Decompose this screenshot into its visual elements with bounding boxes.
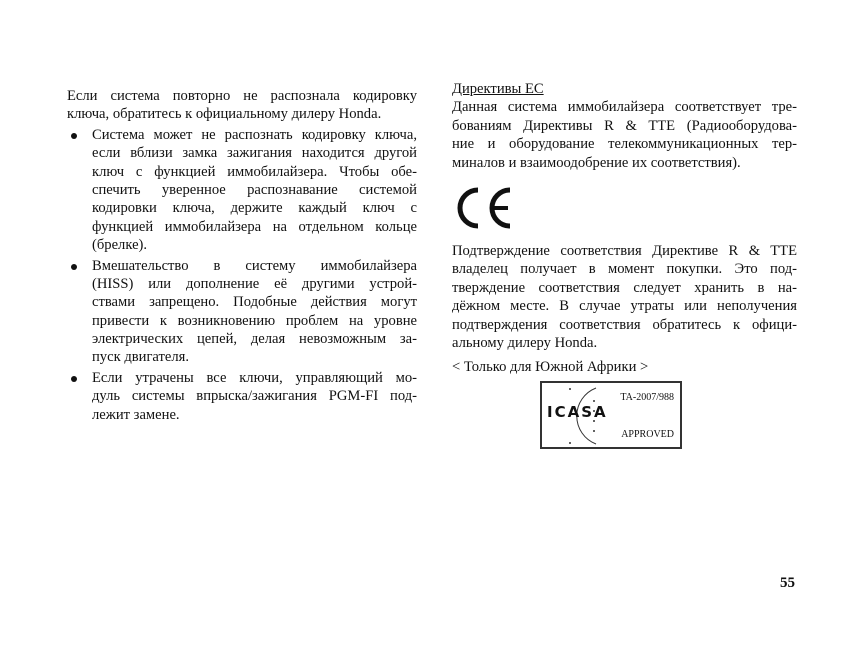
region-note: < Только для Южной Африки > xyxy=(452,359,649,376)
icasa-logo: ICASA xyxy=(547,403,608,421)
para-line: миналов и взаимоодобрение их соответствия). xyxy=(452,154,741,171)
bullet-line: Вмешательство в систему иммобилайзера xyxy=(92,257,417,274)
para-line: владелец получает в момент покупки. Это под- xyxy=(452,261,797,278)
para-line: бованиям Директивы R & TTE (Радиооборудова- xyxy=(452,117,797,134)
para-line: тверждение соответствия следует хранить в на- xyxy=(452,279,797,296)
bullet-line: дуль системы впрыска/зажигания PGM-FI под- xyxy=(92,388,417,405)
para-line: Данная система иммобилайзера соответствует тре- xyxy=(452,99,797,116)
bullet-line: пуск двигателя. xyxy=(92,349,190,366)
bullet-line: ключ с функцией иммобилайзера. Чтобы обе- xyxy=(92,163,417,180)
para-line: дёжном месте. В случае утраты или неполучения xyxy=(452,298,797,315)
bullet-icon xyxy=(71,264,77,270)
bullet-line: кодировки ключа, держите каждый ключ с xyxy=(92,200,417,217)
bullet-line: (HISS) или дополнение её другими устрой- xyxy=(92,275,417,292)
bullet-line: электрических цепей, делая невозможным за- xyxy=(92,331,417,348)
bullet-item xyxy=(67,257,417,367)
bullet-line: если вблизи замка зажигания находится другой xyxy=(92,145,417,162)
ce-mark-icon xyxy=(452,186,797,230)
bullet-line: Если утрачены все ключи, управляющий мо- xyxy=(92,369,417,386)
bullet-item xyxy=(67,126,417,255)
para-line: альному дилеру Honda. xyxy=(452,334,598,351)
intro-line: ключа, обратитесь к официальному дилеру Honda. xyxy=(67,106,382,123)
bullet-line: ствами запрещено. Подобные действия могут xyxy=(92,294,417,311)
bullet-icon xyxy=(71,133,77,139)
bullet-line: (брелке). xyxy=(92,237,148,254)
bullet-line: функцией иммобилайзера на отдельном кольце xyxy=(92,218,417,235)
approval-status: APPROVED xyxy=(621,429,674,440)
icasa-approval-badge xyxy=(540,381,682,449)
intro-line: Если система повторно не распознала кодировку xyxy=(67,88,417,104)
bullet-line: Система может не распознать кодировку ключа, xyxy=(92,126,417,143)
bullet-line: привести к возникновению проблем на уровне xyxy=(92,312,417,329)
para-line: подтверждения соответствия обратитесь к офици- xyxy=(452,316,797,333)
right-column xyxy=(452,80,797,377)
bullet-icon xyxy=(71,376,77,382)
bullet-item xyxy=(67,369,417,424)
bullet-line: лежит замене. xyxy=(92,406,180,423)
section-heading: Директивы ЕС xyxy=(452,81,544,97)
left-column xyxy=(67,87,417,424)
para-line: Подтверждение соответствия Директиве R & TTE xyxy=(452,242,797,259)
bullet-line: спечить уверенное распознавание системой xyxy=(92,181,417,198)
approval-code: TA-2007/988 xyxy=(620,392,674,403)
page-number: 55 xyxy=(780,575,795,591)
para-line: ние и оборудование телекоммуникационных тер- xyxy=(452,136,797,153)
